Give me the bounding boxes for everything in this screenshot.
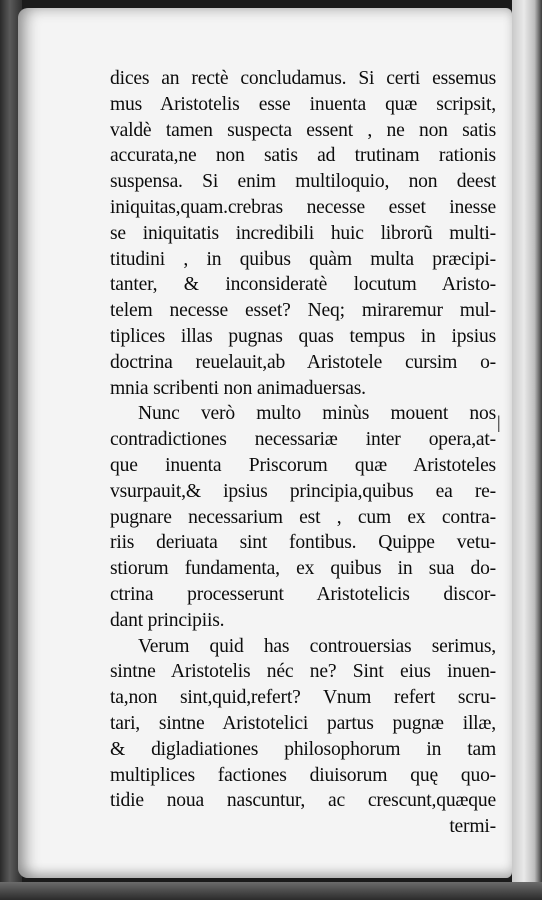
- text-line: vsurpauit,& ipsius principia,quibus ea re-: [110, 480, 496, 502]
- text-line: & digladiationes philosophorum in tam: [110, 738, 496, 760]
- text-line: pugnare necessarium est , cum ex contra-: [110, 506, 496, 528]
- page-text: [110, 66, 496, 840]
- text-line: dices an rectè concludamus. Si certi essemus: [110, 68, 496, 89]
- text-line: que inuenta Priscorum quæ Aristoteles: [110, 454, 496, 476]
- text-line: mus Aristotelis esse inuenta quæ scripsit,: [110, 93, 496, 115]
- scan-edge-right: [512, 0, 542, 900]
- catchword: termi-: [449, 816, 496, 838]
- text-line: stiorum fundamenta, ex quibus in sua do-: [110, 558, 496, 580]
- text-line: tanter, & inconsideratè locutum Aristo-: [110, 274, 496, 296]
- text-line: titudini , in quibus quàm multa præcipi-: [110, 248, 496, 270]
- paragraph-start-line: Nunc verò multo minùs mouent nos: [138, 403, 496, 425]
- text-line: tidie noua nascuntur, ac crescunt,quæque: [110, 790, 496, 812]
- text-line: tari, sintne Aristotelici partus pugnæ illæ,: [110, 712, 496, 734]
- text-line: dant principiis.: [110, 609, 225, 631]
- text-line: mnia scribenti non animaduersas.: [110, 377, 366, 399]
- text-line: iniquitas,quam.crebras necesse esset inesse: [110, 196, 496, 218]
- text-line: doctrina reuelauit,ab Aristotele cursim o-: [110, 351, 496, 373]
- paragraph-start-line: Verum quid has controuersias serimus,: [138, 635, 496, 657]
- scan-edge-bottom: [0, 882, 542, 900]
- text-line: se iniquitatis incredibili huic librorũ multi-: [110, 222, 496, 244]
- margin-mark: |: [497, 412, 501, 432]
- text-line: accurata,ne non satis ad trutinam rationis: [110, 145, 496, 167]
- text-line: valdè tamen suspecta essent , ne non satis: [110, 119, 496, 141]
- text-line: riis deriuata sint fontibus. Quippe vetu-: [110, 532, 496, 554]
- text-line: ta,non sint,quid,refert? Vnum refert scru-: [110, 687, 496, 709]
- text-line: suspensa. Si enim multiloquio, non deest: [110, 171, 496, 193]
- text-line: tiplices illas pugnas quas tempus in ipsius: [110, 325, 496, 347]
- text-line: ctrina processerunt Aristotelicis discor-: [110, 583, 496, 605]
- text-line: contradictiones necessariæ inter opera,at-: [110, 429, 496, 451]
- text-line: multiplices factiones diuisorum quę quo-: [110, 764, 496, 786]
- text-line: telem necesse esset? Neq; miraremur mul-: [110, 300, 496, 322]
- text-line: sintne Aristotelis néc ne? Sint eius inuen-: [110, 661, 496, 683]
